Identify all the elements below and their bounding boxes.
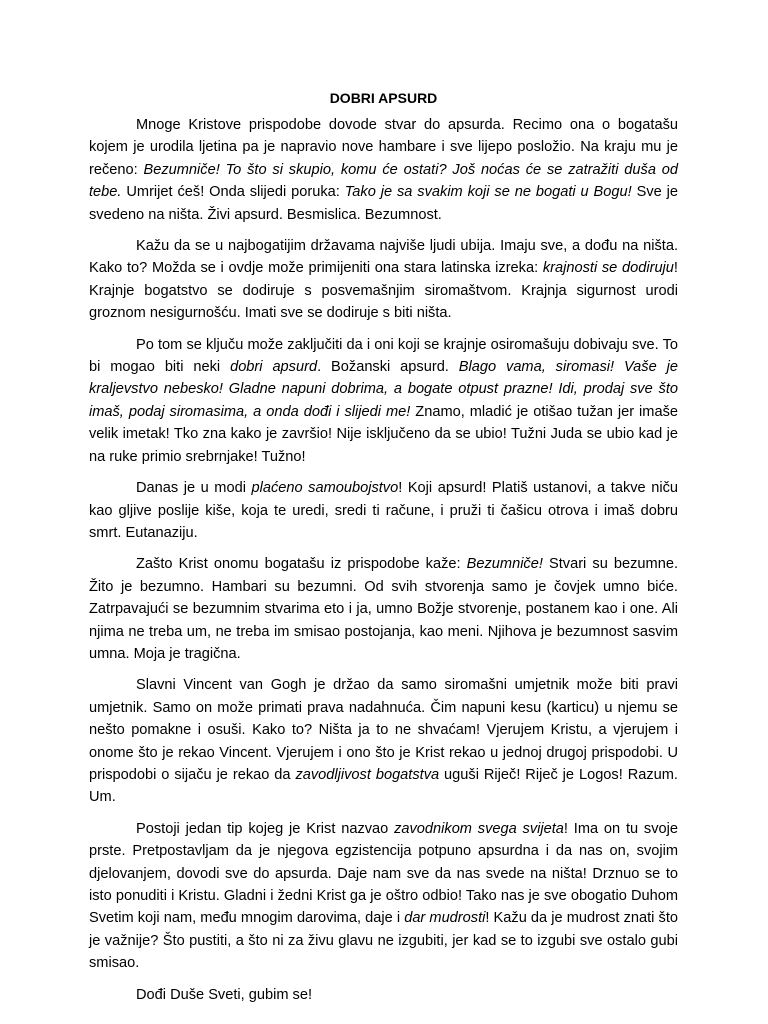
text-run: ! Koji apsurd! Platiš ustanovi, a takve niču kao gljive poslije kiše, koja te uredi, sredi ti račune, i pruži ti čašicu otrova i imaš dobru smrt. Eutanaziju. bbox=[89, 480, 678, 541]
text-run: Danas je u modi bbox=[136, 480, 252, 497]
text-run: Mnoge Kristove prispodobe dovode stvar do apsurda. Recimo ona o bogatašu kojem je urodila ljetina pa je napravio nove hambare i sve lijepo posložio. Na kraju mu je rečeno: bbox=[89, 117, 678, 178]
italic-text-run: dobri apsurd bbox=[230, 359, 318, 376]
paragraph-1 bbox=[89, 114, 678, 226]
italic-text-run: Blago vama, siromasi! Vaše je kraljevstvo nebesko! Gladne napuni dobrima, a bogate otpust prazne! Idi, prodaj sve što imaš, podaj siromasima, a onda dođi i slijedi me! bbox=[89, 359, 678, 420]
paragraph-6 bbox=[89, 674, 678, 808]
text-run: Postoji jedan tip kojeg je Krist nazvao bbox=[136, 820, 395, 837]
text-run: Umrijet ćeš! Onda slijedi poruka: bbox=[121, 184, 345, 201]
text-run: Slavni Vincent van Gogh je držao da samo siromašni umjetnik može biti pravi umjetnik. Samo on može primati prava nadahnuća. Čim napuni kesu (karticu) u njemu se nešto pomakne i osuši. Kako to? Ništa ja to ne shvaćam! Vjerujem Kristu, a vjerujem i onome što je rekao Vincent. Vjerujem i ono što je Krist rekao u jednoj drugoj prispodobi. U prispodobi o sijaču je rekao da bbox=[89, 677, 678, 783]
italic-text-run: zavodnikom svega svijeta bbox=[394, 820, 564, 837]
paragraph-2 bbox=[89, 235, 678, 325]
text-run: ! Kažu da je mudrost znati što je važnije? Što pustiti, a što ni za živu glavu ne izgubiti, jer kad se to izgubi sve ostalo gubi smisao. bbox=[89, 910, 678, 972]
italic-text-run: Tako je sa svakim koji se ne bogati u Bogu! bbox=[344, 184, 632, 201]
text-run: Po tom se ključu može zaključiti da i oni koji se krajnje osiromašuju dobivaju sve. To bi mogao biti neki bbox=[89, 336, 678, 376]
text-run: . Božanski apsurd. bbox=[317, 359, 459, 376]
italic-text-run: Bezumniče! To što si skupio, komu će ostati? Još noćas će se zatražiti duša od tebe. bbox=[89, 161, 679, 201]
text-run: Stvari su bezumne. Žito je bezumno. Hambari su bezumni. Od svih stvorenja samo je čovjek umno biće. Zatrpavajući se bezumnim stvarima eto i ja, umno Božje stvorenje, postanem kao i one. Ali njima ne treba um, ne treba im smisao postojanja, kao meni. Njihova je bezumnost sasvim umna. Moja je tragična. bbox=[89, 556, 678, 662]
text-run: Znamo, mladić je otišao tužan jer imaše velik imetak! Tko zna kako je završio! Nije isključeno da se ubio! Tužni Juda se ubio kad je na ruke primio srebrnjake! Tužno! bbox=[89, 403, 678, 465]
paragraph-8 bbox=[89, 984, 678, 1006]
italic-text-run: plaćeno samoubojstvo bbox=[251, 480, 399, 497]
paragraph-7 bbox=[89, 818, 678, 975]
text-run: Kažu da se u najbogatijim državama najviše ljudi ubija. Imaju sve, a dođu na ništa. Kako to? Možda se i ovdje može primijeniti ona stara latinska izreka: bbox=[89, 238, 678, 277]
text-run: ! Ima on tu svoje prste. Pretpostavljam da je njegova egzistencija potpuno apsurdna i da nas on, svojim djelovanjem, dovodi sve do apsurda. Daje nam sve da nas svede na ništa! Drznuo se to isto ponuditi i Kristu. Gladni i žedni Krist ga je oštro odbio! Tako nas je sve obogatio Duhom Svetim koji nam, među mnogim darovima, daje i bbox=[89, 820, 678, 927]
text-run: ! Krajnje bogatstvo se dodiruje s posvemašnjim siromaštvom. Krajnja sigurnost urodi groznom nesigurnošću. Imati sve se dodiruje s biti ništa. bbox=[89, 260, 678, 322]
text-run: Sve je svedeno na ništa. Živi apsurd. Besmislica. Bezumnost. bbox=[89, 184, 678, 223]
paragraph-5 bbox=[89, 553, 678, 665]
text-run: uguši Riječ! Riječ je Logos! Razum. Um. bbox=[89, 766, 678, 806]
paragraph-4 bbox=[89, 477, 678, 544]
document-body bbox=[89, 88, 678, 1006]
italic-text-run: Bezumniče! bbox=[466, 556, 543, 573]
italic-text-run: zavodljivost bogatstva bbox=[295, 766, 440, 783]
italic-text-run: krajnosti se dodiruju bbox=[542, 260, 674, 277]
document-title: DOBRI APSURD bbox=[329, 90, 438, 106]
paragraph-3 bbox=[89, 334, 678, 468]
italic-text-run: dar mudrosti bbox=[404, 910, 486, 927]
text-run: Zašto Krist onomu bogatašu iz prispodobe kaže: bbox=[136, 556, 467, 573]
text-run: Dođi Duše Sveti, gubim se! bbox=[136, 986, 313, 1003]
